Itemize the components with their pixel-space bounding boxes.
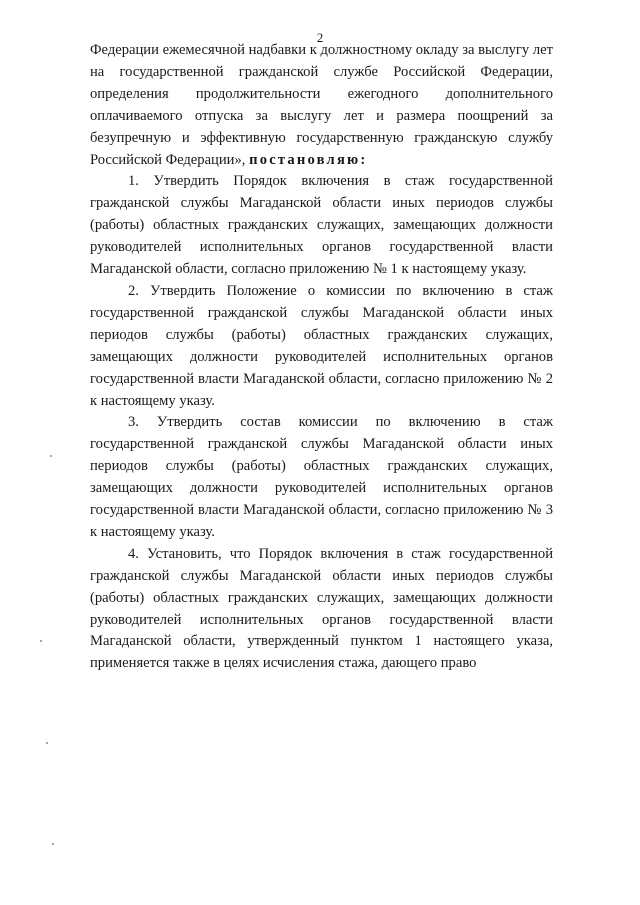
intro-paragraph [90, 40, 553, 171]
scan-speck [46, 742, 48, 744]
scan-speck [40, 640, 42, 642]
decree-word: постановляю: [249, 151, 368, 168]
paragraph-item-1: 1. Утвердить Порядок включения в стаж государственной гражданской службы Магаданской области иных периодов службы (работы) областных гражданских служащих, замещающих должности руководителей исполнительных органов государственной власти Магаданской области, согласно приложению № 1 к настоящему указу. [90, 173, 553, 278]
paragraph-item-3: 3. Утвердить состав комиссии по включению в стаж государственной гражданской службы Магаданской области иных периодов службы (работы) областных гражданских служащих, замещающих должности руководителей исполнительных органов государственной власти Магаданской области, согласно приложению № 3 к настоящему указу. [90, 414, 553, 540]
page-number: 2 [316, 30, 324, 45]
scan-speck [52, 843, 54, 845]
paragraph-item-4: 4. Установить, что Порядок включения в стаж государственной гражданской службы Магаданской области иных периодов службы (работы) областных гражданских служащих, замещающих должности руководителей исполнительных органов государственной власти Магаданской области, утвержденный пунктом 1 настоящего указа, применяется также в целях исчисления стажа, дающего право [90, 545, 553, 672]
intro-text: Федерации ежемесячной надбавки к должностному окладу за выслугу лет на государственной гражданской службе Российской Федерации, определения продолжительности ежегодного дополнительного оплачиваемого отпуска за выслугу лет и размера поощрений за безупречную и эффективную государственную гражданскую службу Российской Федерации», [90, 42, 553, 168]
scan-speck [50, 455, 52, 457]
paragraph-item-2: 2. Утвердить Положение о комиссии по включению в стаж государственной гражданской службы Магаданской области иных периодов службы (работы) областных гражданских служащих, замещающих должности руководителей исполнительных органов государственной власти Магаданской области, согласно приложению № 2 к настоящему указу. [90, 282, 553, 409]
document-body [90, 40, 553, 675]
